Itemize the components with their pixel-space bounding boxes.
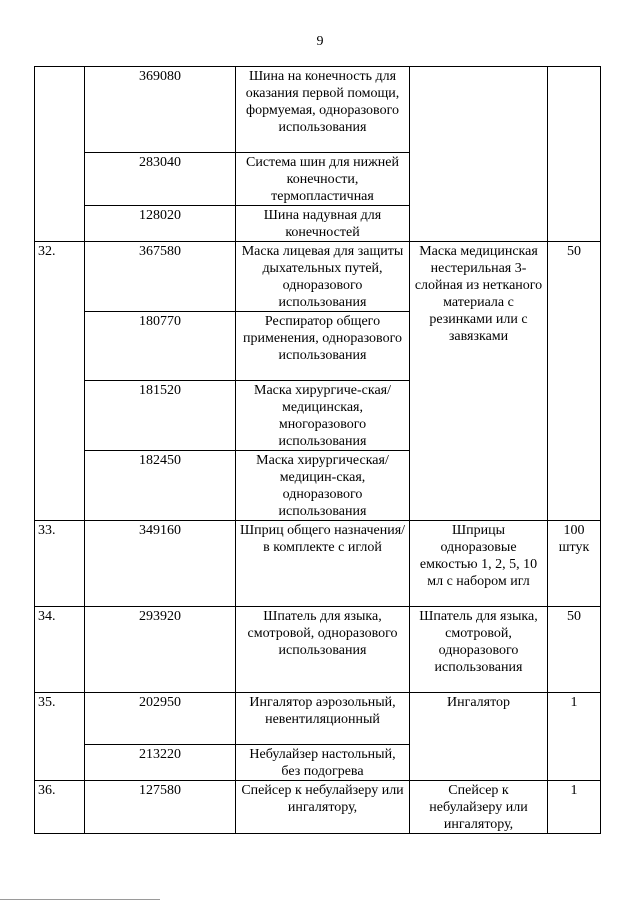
item-name: Шприц общего назначения/в комплекте с иглой bbox=[236, 521, 410, 607]
item-name: Небулайзер настольный, без подогрева bbox=[236, 745, 410, 781]
item-description: Маска медицинская нестерильная 3-слойная из нетканого материала с резинками или с завязками bbox=[410, 242, 548, 521]
item-name: Маска хирургическая/медицин-ская, одноразового использования bbox=[236, 451, 410, 521]
item-description: Шприцы одноразовые емкостью 1, 2, 5, 10 мл с набором игл bbox=[410, 521, 548, 607]
table-row bbox=[35, 693, 601, 745]
item-quantity: 1 bbox=[548, 693, 601, 781]
table-row bbox=[35, 242, 601, 312]
item-name: Спейсер к небулайзеру или ингалятору, bbox=[236, 781, 410, 834]
page-number: 9 bbox=[316, 34, 324, 49]
item-name: Маска хирургиче-ская/медицинская, многоразового использования bbox=[236, 381, 410, 451]
item-code: 369080 bbox=[85, 67, 236, 153]
row-number: 35. bbox=[35, 693, 85, 781]
item-code: 128020 bbox=[85, 206, 236, 242]
item-name: Ингалятор аэрозольный, невентиляционный bbox=[236, 693, 410, 745]
item-code: 293920 bbox=[85, 607, 236, 693]
equipment-table bbox=[34, 66, 601, 834]
item-code: 181520 bbox=[85, 381, 236, 451]
item-description: Спейсер к небулайзеру или ингалятору, bbox=[410, 781, 548, 834]
item-code: 202950 bbox=[85, 693, 236, 745]
item-quantity bbox=[548, 67, 601, 242]
table-row bbox=[35, 521, 601, 607]
scan-artifact-line bbox=[0, 899, 160, 900]
item-description bbox=[410, 67, 548, 242]
item-code: 127580 bbox=[85, 781, 236, 834]
item-quantity: 100 штук bbox=[548, 521, 601, 607]
item-code: 182450 bbox=[85, 451, 236, 521]
item-description: Ингалятор bbox=[410, 693, 548, 781]
item-name: Система шин для нижней конечности, термопластичная bbox=[236, 153, 410, 206]
item-name: Шпатель для языка, смотровой, одноразового использования bbox=[236, 607, 410, 693]
table-row bbox=[35, 781, 601, 834]
item-quantity: 50 bbox=[548, 607, 601, 693]
item-code: 283040 bbox=[85, 153, 236, 206]
row-number bbox=[35, 67, 85, 242]
item-quantity: 1 bbox=[548, 781, 601, 834]
item-name: Респиратор общего применения, одноразового использования bbox=[236, 312, 410, 381]
row-number: 33. bbox=[35, 521, 85, 607]
table-row bbox=[35, 607, 601, 693]
item-name: Шина на конечность для оказания первой помощи, формуемая, одноразового использования bbox=[236, 67, 410, 153]
item-code: 349160 bbox=[85, 521, 236, 607]
item-description: Шпатель для языка, смотровой, одноразового использования bbox=[410, 607, 548, 693]
item-quantity: 50 bbox=[548, 242, 601, 521]
item-name: Шина надувная для конечностей bbox=[236, 206, 410, 242]
row-number: 36. bbox=[35, 781, 85, 834]
row-number: 32. bbox=[35, 242, 85, 521]
item-code: 180770 bbox=[85, 312, 236, 381]
table-row bbox=[35, 67, 601, 153]
item-name: Маска лицевая для защиты дыхательных путей, одноразового использования bbox=[236, 242, 410, 312]
row-number: 34. bbox=[35, 607, 85, 693]
item-code: 213220 bbox=[85, 745, 236, 781]
item-code: 367580 bbox=[85, 242, 236, 312]
